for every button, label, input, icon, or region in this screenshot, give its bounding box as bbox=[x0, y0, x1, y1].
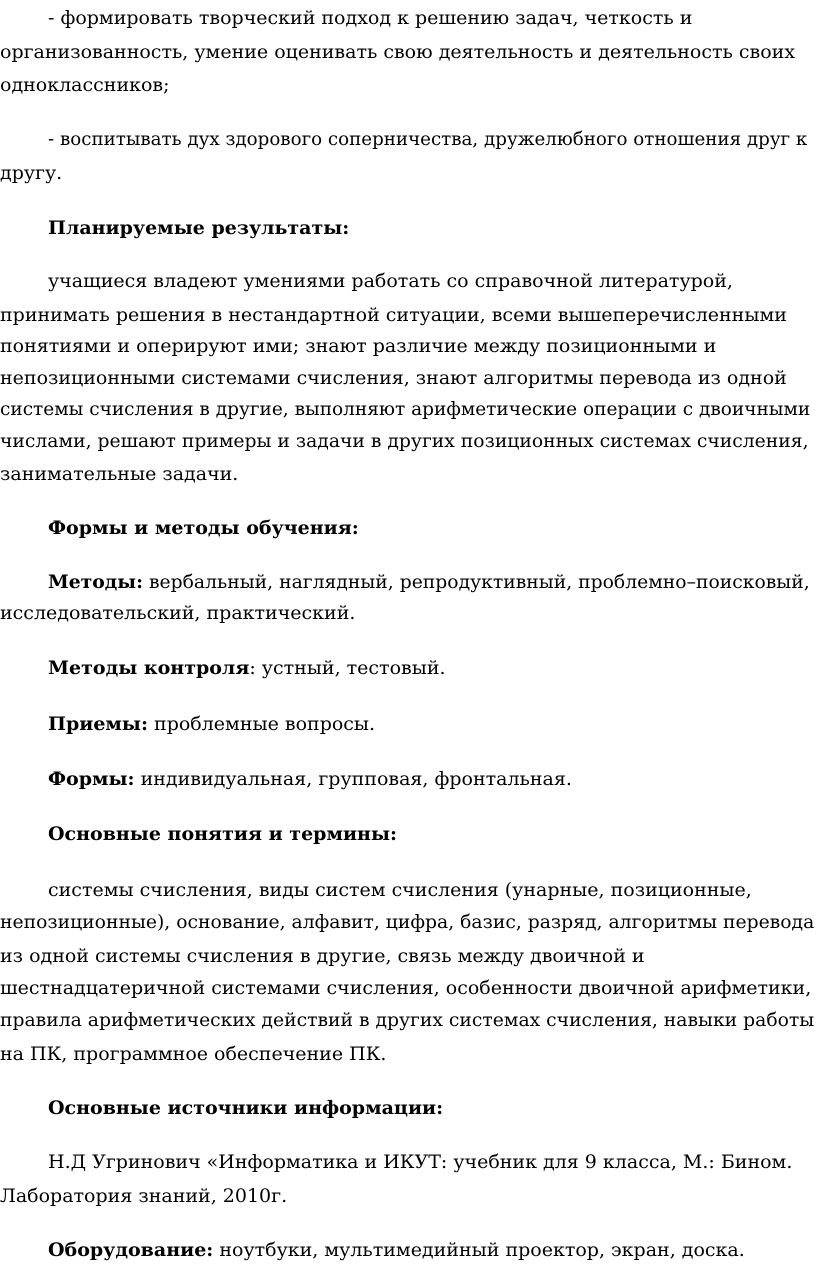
results-heading: Планируемые результаты: bbox=[48, 217, 350, 239]
results-line-6: числами, решают примеры и задачи в других позиционных системах счисления, bbox=[0, 431, 809, 452]
sources-line-1: Н.Д Угринович «Информатика и ИКУТ: учебник для 9 класса, М.: Бином. bbox=[48, 1151, 793, 1173]
concepts-line-2: непозиционные), основание, алфавит, цифра, базис, разряд, алгоритмы перевода bbox=[0, 912, 815, 933]
techniques-text: проблемные вопросы. bbox=[147, 713, 376, 735]
control-label: Методы контроля bbox=[48, 657, 250, 679]
goal-1-line-3: одноклассников; bbox=[0, 74, 170, 96]
equipment-line bbox=[48, 1234, 745, 1266]
results-line-2: принимать решения в нестандартной ситуации, всеми вышеперечисленными bbox=[0, 304, 787, 326]
results-line-3: понятиями и оперируют ими; знают различие между позиционными и bbox=[0, 335, 717, 357]
concepts-line-1: системы счисления, виды систем счисления (унарные, позиционные, bbox=[48, 879, 752, 901]
methods-label: Методы: bbox=[48, 571, 144, 593]
sources-heading: Основные источники информации: bbox=[48, 1097, 444, 1119]
forms-methods-heading: Формы и методы обучения: bbox=[48, 517, 359, 539]
goal-2-line-2: другу. bbox=[0, 162, 63, 184]
goal-2-line-1: - воспитывать дух здорового соперничества, дружелюбного отношения друг к bbox=[48, 129, 808, 150]
concepts-heading: Основные понятия и термины: bbox=[48, 823, 398, 845]
results-line-1: учащиеся владеют умениями работать со справочной литературой, bbox=[48, 270, 733, 292]
forms-line bbox=[48, 763, 572, 795]
forms-label: Формы: bbox=[48, 768, 135, 790]
concepts-line-4: шестнадцатеричной системами счисления, особенности двоичной арифметики, bbox=[0, 977, 812, 999]
goal-1-line-1: - формировать творческий подход к решению задач, четкость и bbox=[48, 7, 693, 29]
goal-1-line-2: организованность, умение оценивать свою деятельность и деятельность своих bbox=[0, 41, 796, 63]
concepts-line-5: правила арифметических действий в других системах счисления, навыки работы bbox=[0, 1010, 815, 1031]
results-line-7: занимательные задачи. bbox=[0, 463, 239, 485]
methods-line-1 bbox=[48, 566, 810, 599]
control-text: : устный, тестовый. bbox=[249, 657, 446, 679]
sources-line-2: Лаборатория знаний, 2010г. bbox=[0, 1185, 288, 1207]
methods-text: вербальный, наглядный, репродуктивный, проблемно–поисковый, bbox=[143, 572, 810, 593]
control-line bbox=[48, 652, 446, 684]
results-line-4: непозиционными системами счисления, знают алгоритмы перевода из одной bbox=[0, 367, 787, 389]
concepts-line-6: на ПК, программное обеспечение ПК. bbox=[0, 1043, 387, 1065]
equipment-label: Оборудование: bbox=[48, 1239, 214, 1261]
concepts-line-3: из одной системы счисления в другие, связь между двоичной и bbox=[0, 945, 645, 967]
forms-text: индивидуальная, групповая, фронтальная. bbox=[134, 768, 572, 790]
methods-line-2: исследовательский, практический. bbox=[0, 602, 356, 624]
equipment-text: ноутбуки, мультимедийный проектор, экран, доска. bbox=[213, 1239, 745, 1261]
techniques-line bbox=[48, 708, 375, 740]
results-line-5: системы счисления в другие, выполняют арифметические операции с двоичными bbox=[0, 399, 811, 420]
techniques-label: Приемы: bbox=[48, 713, 148, 735]
